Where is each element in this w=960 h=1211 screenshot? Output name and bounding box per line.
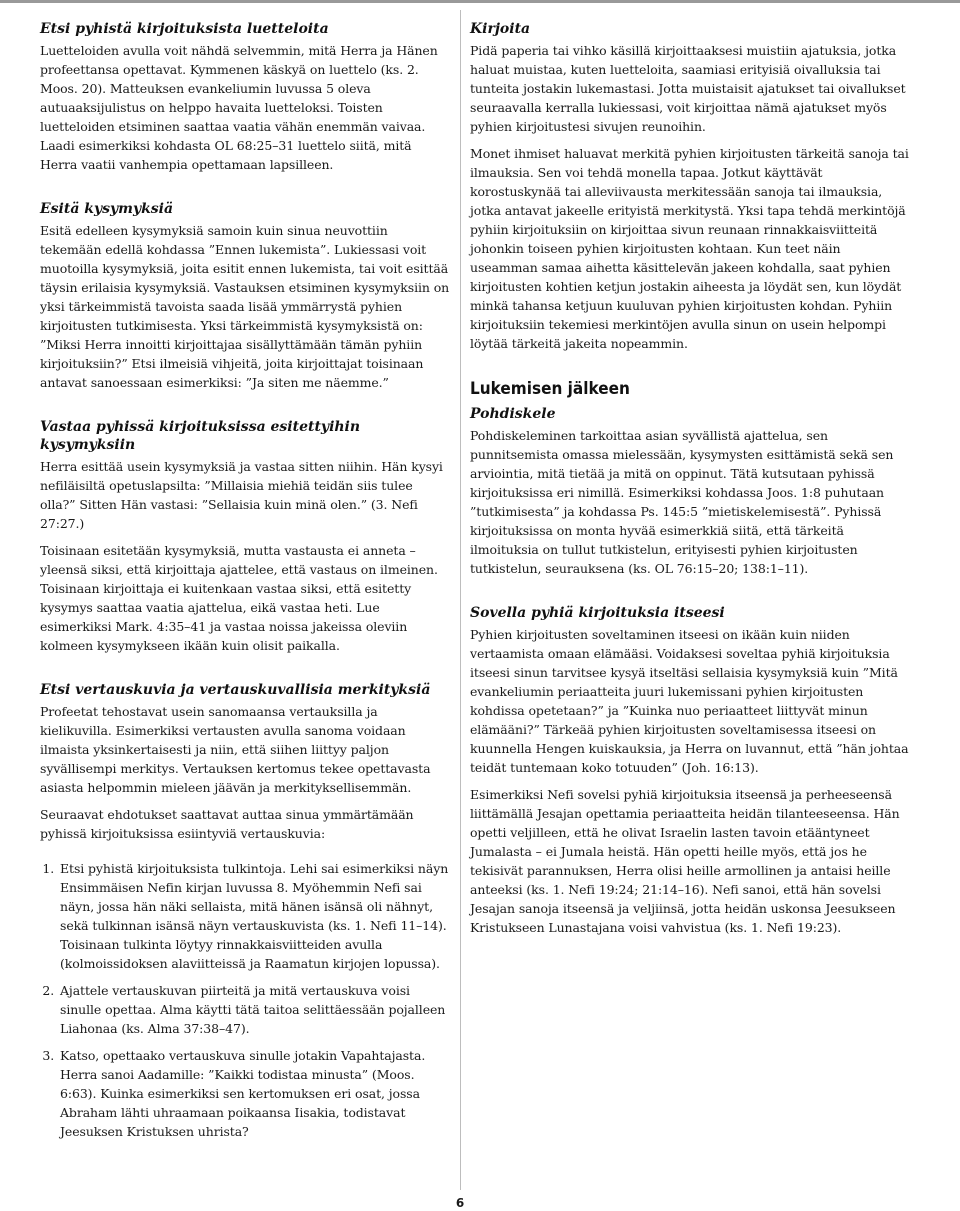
paragraph-answer-questions-2: Toisinaan esitetään kysymyksiä, mutta vastausta ei anneta – yleensä siksi, että kirjoittaja ajattelee, että vastaus on ilmeinen. Toisinaan kirjoittaja ei kuitenkaan vastaa siksi, että esitetty kysymys saattaa vaatia ajattelua, eikä vastaa heti. Lue esimerkiksi Mark. 4:35–41 ja vastaa noissa jakeissa oleviin kolmeen kysymykseen ikään kuin olisit paikalla.	[40, 543, 438, 653]
column-divider	[460, 10, 461, 1190]
left-column	[40, 20, 450, 1149]
heading-after-reading: Lukemisen jälkeen	[470, 379, 630, 399]
page-number: 6	[455, 1196, 465, 1210]
paragraph-write-2: Monet ihmiset haluavat merkitä pyhien kirjoitusten tärkeitä sanoja tai ilmauksia. Sen voi tehdä monella tapaa. Jotkut käyttävät korostuskynää tai alleviivausta merkitessään sanoja tai ilmauksia, jotka antavat jakeelle erityistä merkitystä. Yksi tapa tehdä merkintöjä pyhiin kirjoituksiin on kirjoittaa sivun reunaan rinnakkaisviitteitä johonkin toiseen pyhien kirjoitusten kohtaan. Kun teet näin useamman samaa aihetta käsittelevän jakeen kohdalla, saat pyhien kirjoitusten kohtien ketjun jostakin aiheesta ja löydät sen, kun löydät minkä tahansa ketjuun kuuluvan pyhien kirjoitusten kohdan. Pyhiin kirjoituksiin tekemiesi merkintöjen avulla sinun on usein helpompi löytää tärkeitä jakeita nopeammin.	[470, 146, 909, 351]
paragraph-write-1: Pidä paperia tai vihko käsillä kirjoittaaksesi muistiin ajatuksia, jotka haluat muistaa, kuten luetteloita, saamiasi erityisiä oivalluksia tai tunteita jostakin lukemastasi. Jotta muistaisit ajatukset tai oivallukset seuraavalla kerralla lukiessasi, voit kirjoittaa nämä ajatukset myös pyhien kirjoitustesi sivujen reunoihin.	[470, 43, 906, 134]
symbolism-suggestions-list	[40, 859, 450, 1141]
paragraph-lists: Luetteloiden avulla voit nähdä selvemmin, mitä Herra ja Hänen profeettansa opettavat. Kymmenen käskyä on luettelo (ks. 2. Moos. 20). Matteuksen evankeliumin luvussa 5 oleva autuaaksijulistus on helppo havaita luetteloksi. Toisten luetteloiden etsiminen saattaa vaatia vähän enemmän vaivaa. Laadi esimerkiksi kohdasta OL 68:25–31 luettelo siitä, mitä Herra vaatii vanhempia opettamaan lapsilleen.	[40, 43, 438, 172]
paragraph-ask-questions: Esitä edelleen kysymyksiä samoin kuin sinua neuvottiin tekemään edellä kohdassa ”Ennen lukemista”. Lukiessasi voit muotoilla kysymyksiä, joita esitit ennen lukemista, tai voit esittää täysin erilaisia kysymyksiä. Vastauksen etsiminen kysymyksiin on yksi tärkeimmistä tavoista saada lisää ymmärrystä pyhien kirjoitusten tutkimisesta. Yksi tärkeimmistä kysymyksistä on: ”Miksi Herra innoitti kirjoittajaa sisällyttämään tämän pyhiin kirjoituksiin?” Etsi ilmeisiä vihjeitä, joita kirjoittajat toisinaan antavat sanoessaan esimerkiksi: ”Ja siten me näemme.”	[40, 223, 450, 390]
section-title-lists: Etsi pyhistä kirjoituksista luetteloita	[40, 21, 329, 37]
section-title-ask-questions: Esitä kysymyksiä	[40, 201, 174, 217]
section-title-write: Kirjoita	[470, 21, 531, 37]
right-column	[470, 20, 910, 937]
section-title-ponder: Pohdiskele	[470, 406, 556, 422]
paragraph-answer-questions-1: Herra esittää usein kysymyksiä ja vastaa sitten niihin. Hän kysyi nefiläisiltä opetuslapsilta: ”Millaisia miehiä teidän siis tulee olla?” Sitten Hän vastasi: ”Sellaisia kuin minä olen.” (3. Nefi 27:27.)	[40, 459, 443, 531]
section-title-symbolism: Etsi vertauskuvia ja vertauskuvallisia merkityksiä	[40, 682, 431, 698]
section-title-apply: Sovella pyhiä kirjoituksia itseesi	[470, 605, 725, 621]
section-title-answer-questions: Vastaa pyhissä kirjoituksissa esitettyihin kysymyksiin	[40, 419, 361, 453]
list-item: 2. Ajattele vertauskuvan piirteitä ja mitä vertauskuva voisi sinulle opettaa. Alma käytti tätä taitoa selittäessään pojalleen Liahonaa (ks. Alma 37:38–47).	[58, 981, 450, 1038]
list-item: 1. Etsi pyhistä kirjoituksista tulkintoja. Lehi sai esimerkiksi näyn Ensimmäisen Nefin kirjan luvussa 8. Myöhemmin Nefi sai näyn, jossa hän näki sellaista, mitä hänen isänsä oli nähnyt, sekä tulkinnan isänsä näyn vertauskuvista (ks. 1. Nefi 11–14). Toisinaan tulkinta löytyy rinnakkaisviitteiden avulla (kolmoissidoksen alaviitteissä ja Raamatun kirjojen lopussa).	[58, 859, 450, 973]
paragraph-symbolism-1: Profeetat tehostavat usein sanomaansa vertauksilla ja kielikuvilla. Esimerkiksi vertausten avulla sanoma voidaan ilmaista yksinkertaisesti ja niin, että siihen liittyy paljon syvällisempi merkitys. Vertauksen kertomus tekee opettavasta asiasta helpommin mieleen jäävän ja merkityksellisemmän.	[40, 704, 431, 795]
list-item: 3. Katso, opettaako vertauskuva sinulle jotakin Vapahtajasta. Herra sanoi Aadamille: ”Kaikki todistaa minusta” (Moos. 6:63). Kuinka esimerkiksi sen kertomuksen eri osat, jossa Abraham lähti uhraamaan poikaansa Iisakia, todistavat Jeesuksen Kristuksen uhrista?	[58, 1046, 450, 1141]
paragraph-apply-1: Pyhien kirjoitusten soveltaminen itseesi on ikään kuin niiden vertaamista omaan elämääsi. Voidaksesi soveltaa pyhiä kirjoituksia itseesi sinun tarvitsee kysyä itseltäsi sellaisia kysymyksiä kuin ”Mitä evankeliumin periaatteita juuri lukemissani pyhien kirjoitusten kohdissa opetetaan?” ja ”Kuinka nuo periaatteet liittyvät minun elämääni?” Tärkeää pyhien kirjoitusten soveltamisessa itseesi on kuunnella Hengen kuiskauksia, ja Herra on luvannut, että ”hän johtaa teidät tuntemaan koko totuuden” (Joh. 16:13).	[470, 627, 909, 775]
page-top-rule	[0, 0, 960, 3]
paragraph-apply-2: Esimerkiksi Nefi sovelsi pyhiä kirjoituksia itseensä ja perheeseensä liittämällä Jesajan opettamia periaatteita heidän tilanteeseensa. Hän opetti veljilleen, että he olivat Israelin lasten tavoin etääntyneet Jumalasta – ei Jumala heistä. Hän opetti heille myös, että jos he tekisivät parannuksen, Herra olisi heille armollinen ja antaisi heille anteeksi (ks. 1. Nefi 19:24; 21:14–16). Nefi sanoi, että hän sovelsi Jesajan sanoja itseensä ja veljiinsä, jotta heidän uskonsa Jeesukseen Kristukseen Lunastajana voisi vahvistua (ks. 1. Nefi 19:23).	[470, 787, 900, 935]
paragraph-ponder: Pohdiskeleminen tarkoittaa asian syvällistä ajattelua, sen punnitsemista omassa mielessään, kysymysten esittämistä sekä sen arviointia, mitä tietää ja mitä on oppinut. Tätä kutsutaan pyhissä kirjoituksissa eri nimillä. Esimerkiksi kohdassa Joos. 1:8 puhutaan ”tutkimisesta” ja kohdassa Ps. 145:5 ”mietiskelemisestä”. Pyhissä kirjoituksissa on monta hyvää esimerkkiä siitä, että tärkeitä ilmoituksia on tullut tutkistelun, erityisesti pyhien kirjoitusten tutkistelun, seurauksena (ks. OL 76:15–20; 138:1–11).	[470, 428, 894, 576]
paragraph-symbolism-2: Seuraavat ehdotukset saattavat auttaa sinua ymmärtämään pyhissä kirjoituksissa esiintyviä vertauskuvia:	[40, 807, 414, 841]
